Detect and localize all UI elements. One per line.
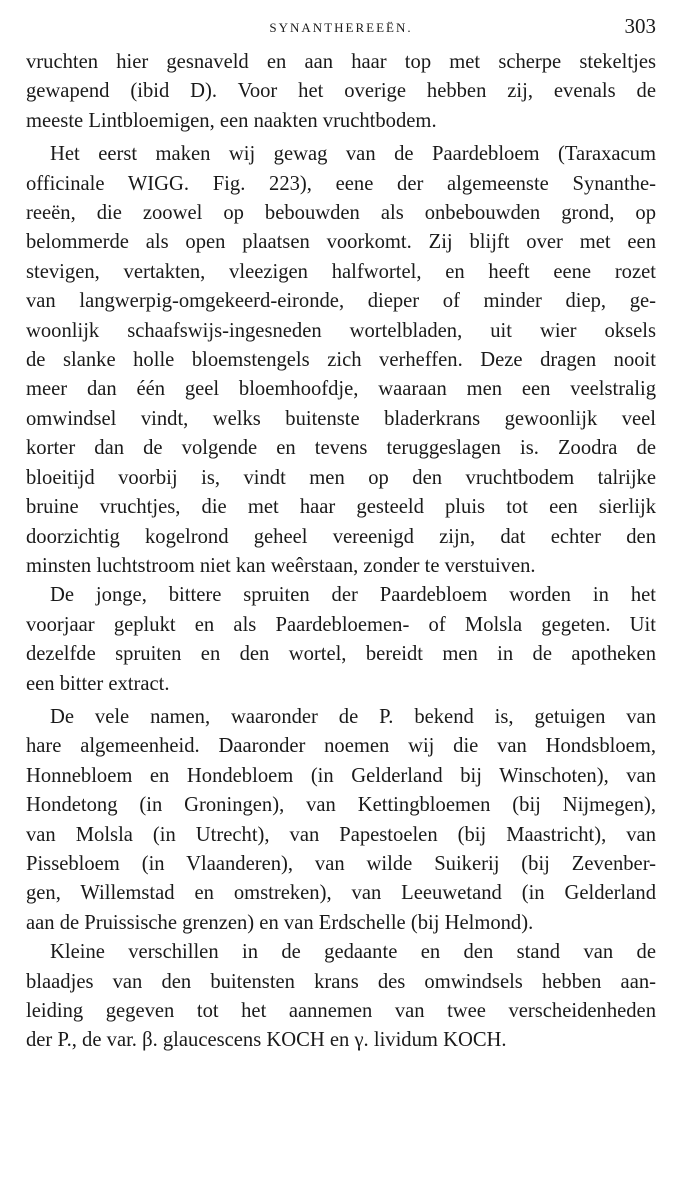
text-line: voorjaar geplukt en als Paardebloemen- of Molsla gegeten. Uit bbox=[26, 613, 656, 636]
text-line: reeën, die zoowel op bebouwden als onbebouwden grond, op bbox=[26, 202, 656, 225]
text-line: korter dan de volgende en tevens teruggeslagen is. Zoodra de bbox=[26, 437, 656, 460]
paragraph-3 bbox=[26, 581, 656, 699]
text-line: hare algemeenheid. Daaronder noemen wij die van Hondsbloem, bbox=[26, 735, 656, 758]
text-line: doorzichtig kogelrond geheel vereenigd zijn, dat echter den bbox=[26, 525, 656, 548]
text-line: gewapend (ibid D). Voor het overige hebben zij, evenals de bbox=[26, 80, 656, 103]
text-line: meeste Lintbloemigen, een naakten vruchtbodem. bbox=[26, 109, 437, 132]
text-line: officinale WIGG. Fig. 223), eene der algemeenste Synanthe- bbox=[26, 172, 656, 195]
text-line: meer dan één geel bloemhoofdje, waaraan men een veelstralig bbox=[26, 378, 656, 401]
text-line: de slanke holle bloemstengels zich verheffen. Deze dragen nooit bbox=[26, 349, 656, 372]
chapter-title: SYNANTHEREEËN. bbox=[269, 20, 413, 35]
text-line: Hondetong (in Groningen), van Kettingbloemen (bij Nijmegen), bbox=[26, 794, 656, 817]
text-line: bruine vruchtjes, die met haar gesteeld pluis tot een sierlijk bbox=[26, 496, 656, 519]
body-text bbox=[26, 48, 656, 1056]
text-line: blaadjes van den buitensten krans des omwindsels hebben aan- bbox=[26, 970, 656, 993]
text-line: stevigen, vertakten, vleezigen halfwortel, en heeft eene rozet bbox=[26, 260, 656, 283]
paragraph-5 bbox=[26, 938, 656, 1056]
text-line: De vele namen, waaronder de P. bekend is, getuigen van bbox=[50, 705, 656, 728]
text-line: belommerde als open plaatsen voorkomt. Zij blijft over met een bbox=[26, 231, 656, 254]
page-number: 303 bbox=[624, 14, 656, 38]
text-line: der P., de var. β. glaucescens KOCH en γ. lividum KOCH. bbox=[26, 1029, 507, 1052]
text-line: bloeitijd voorbij is, vindt men op den vruchtbodem talrijke bbox=[26, 466, 656, 489]
text-line: gen, Willemstad en omstreken), van Leeuwetand (in Gelderland bbox=[26, 882, 656, 905]
text-line: vruchten hier gesnaveld en aan haar top met scherpe stekeltjes bbox=[26, 51, 656, 73]
text-line: van Molsla (in Utrecht), van Papestoelen (bij Maastricht), van bbox=[26, 823, 656, 846]
text-line: omwindsel vindt, welks buitenste bladerkrans gewoonlijk veel bbox=[26, 407, 656, 430]
text-line: leiding gegeven tot het aannemen van twee verscheidenheden bbox=[26, 1000, 656, 1022]
paragraph-1 bbox=[26, 48, 656, 136]
text-line: Kleine verschillen in de gedaante en den stand van de bbox=[50, 941, 656, 964]
text-line: Pissebloem (in Vlaanderen), van wilde Suikerij (bij Zevenber- bbox=[26, 852, 656, 875]
text-line: van langwerpig-omgekeerd-eironde, dieper of minder diep, ge- bbox=[26, 290, 656, 313]
text-line: dezelfde spruiten en den wortel, bereidt men in de apotheken bbox=[26, 643, 656, 666]
text-line: Het eerst maken wij gewag van de Paardebloem (Taraxacum bbox=[50, 143, 656, 166]
text-line: woonlijk schaafswijs-ingesneden wortelbladen, uit wier oksels bbox=[26, 319, 656, 342]
text-line: Honnebloem en Hondebloem (in Gelderland bij Winschoten), van bbox=[26, 764, 656, 787]
text-line: een bitter extract. bbox=[26, 672, 170, 695]
text-line: De jonge, bittere spruiten der Paardebloem worden in het bbox=[50, 584, 656, 607]
running-head bbox=[26, 14, 656, 48]
text-line: minsten luchtstroom niet kan weêrstaan, zonder te verstuiven. bbox=[26, 554, 536, 577]
text-line: aan de Pruissische grenzen) en van Erdschelle (bij Helmond). bbox=[26, 911, 534, 934]
paragraph-2 bbox=[26, 140, 656, 581]
paragraph-4 bbox=[26, 703, 656, 938]
